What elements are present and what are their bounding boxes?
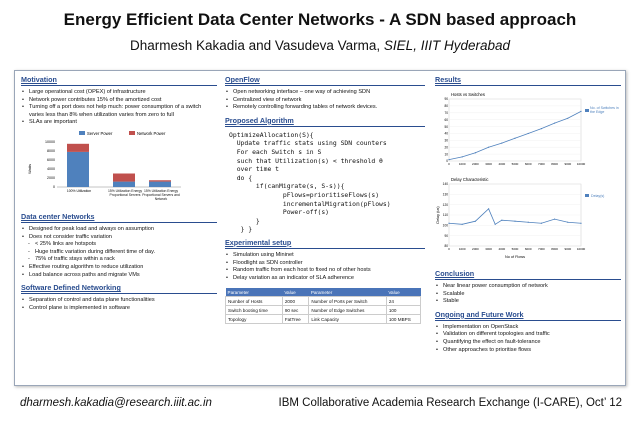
data-point [448,223,449,224]
bar-network [149,180,171,181]
x-tick: 4000 [498,162,506,166]
footer-email: dharmesh.kakadia@research.iiit.ac.in [20,397,212,409]
data-point [567,222,568,223]
list-item: • Validation on different topologies and traffic [435,331,621,339]
table-cell: 2000 [282,297,309,306]
table-cell: Number of Ports per Switch [309,297,387,306]
bar-server [67,152,89,187]
data-point [475,221,476,222]
list-item: • Stable [435,298,621,306]
table-cell: Link Capacity [309,315,387,324]
data-point [514,138,515,139]
x-tick: 9000 [564,247,572,251]
table-cell: 90 sec [282,306,309,315]
poster-authors [0,38,640,53]
table-row [226,297,421,306]
data-point [528,133,529,134]
table-cell: 100 [386,306,420,315]
data-point [501,142,502,143]
data-point [462,156,463,157]
y-tick: 2000 [47,175,55,180]
list-item: • Effective routing algorithm to reduce utilization [21,264,217,272]
bar-network [67,144,89,152]
x-tick: 8000 [551,247,558,251]
list-item: • Delay variation as an indicator of SLA adherence [225,275,425,283]
list-item: • Other approaches to prioritise flows [435,347,621,355]
data-point [528,222,529,223]
legend-swatch [585,194,589,197]
table-header: Parameter [226,288,283,297]
x-tick: 3000 [485,162,492,166]
list-item: • Turning off a port does not help much: power consumption of a switch varies less than 8% when utilization varies from zero to full [21,104,217,119]
experimental-list [225,252,425,282]
y-tick: 130 [442,192,448,197]
data-point [448,159,449,160]
list-item: • Centralized view of network [225,97,425,105]
list-subitem: - Huge traffic variation during different time of day. [21,249,217,257]
bar-server [113,182,135,187]
delay-characteristic-chart [435,174,621,262]
openflow-list [225,89,425,112]
y-tick: 90 [444,233,448,238]
data-point [462,224,463,225]
list-item: • Network power contributes 15% of the amortized cost [21,97,217,105]
y-tick: 10 [444,152,448,157]
dcn-list [21,226,217,279]
data-point [554,123,555,124]
table-row [226,315,421,324]
x-tick: 2000 [472,162,479,166]
series-line [449,111,581,159]
y-tick: 10000 [45,139,55,144]
chart-title: Delay Characteristic [451,177,489,182]
y-tick: 8000 [47,148,55,153]
x-tick: 6000 [524,247,532,251]
y-tick: 70 [444,110,448,115]
x-tick: 7000 [538,247,545,251]
x-category-label-2: 15% Utilization Energy Proportional Servers [107,188,143,197]
chart-legend: Delay(s) [591,194,605,198]
algorithm-code: OptimizeAllocation(S){ Update traffic stats using SDN counters For each Switch s in S such that Utilization(s) < threshold θ over time t do { if(canMigrate(s, S-s)){ pFlows=prioritiseFlows(s) incrementalMigration(pFlows) Power-off(s) } } } [229,130,391,234]
data-point [580,111,581,112]
y-tick: 40 [444,131,448,136]
x-tick: 6000 [524,162,532,166]
author-affiliation: SIEL, IIIT Hyderabad [383,38,510,53]
list-item: • Simulation using Mininet [225,252,425,260]
list-item: • Scalable [435,291,621,299]
y-tick: 0 [446,159,448,164]
x-tick: 5000 [511,162,519,166]
list-item: • Implementation on OpenStack [435,324,621,332]
power-bar-chart [21,129,217,205]
y-tick: 0 [53,184,55,189]
y-tick: 20 [444,145,448,150]
x-tick: 10000 [576,247,586,251]
data-point [567,118,568,119]
x-tick: 2000 [472,247,479,251]
y-tick: 100 [442,223,448,228]
list-item: • Control plane is implemented in software [21,305,217,313]
table-cell: Switch booting time [226,306,283,315]
dcn-heading: Data center Networks [21,212,217,223]
x-tick: 10000 [576,162,586,166]
table-cell: Number of Edge Switches [309,306,387,315]
x-category-label: 100% Utilization [66,188,92,193]
list-subitem: - 75% of traffic stays within a rack [21,256,217,264]
poster-title: Energy Efficient Data Center Networks - A SDN based approach [63,10,577,29]
future-list [435,324,621,354]
y-tick: 120 [442,202,448,207]
x-tick: 3000 [485,247,492,251]
data-point [488,208,489,209]
x-tick: 7000 [538,162,545,166]
author-names: Dharmesh Kakadia and Vasudeva Varma, [130,38,381,53]
list-item: • Separation of control and data plane functionalities [21,297,217,305]
x-tick: 5000 [511,247,519,251]
legend-swatch [585,109,589,112]
sdn-heading: Software Defined Networking [21,283,217,294]
y-tick: 4000 [47,166,55,171]
data-point [495,224,496,225]
y-tick: 50 [444,124,448,129]
data-point [580,223,581,224]
table-cell: 24 [386,297,420,306]
y-tick: 140 [442,182,448,187]
data-point [475,152,476,153]
list-subitem: - < 25% links are hotspots [21,241,217,249]
plot-frame [449,99,581,161]
data-point [541,223,542,224]
openflow-heading: OpenFlow [225,75,425,86]
future-heading: Ongoing and Future Work [435,310,621,321]
data-point [541,128,542,129]
list-item: • Random traffic from each host to fixed no of other hosts [225,267,425,275]
table-header: Value [282,288,309,297]
motivation-heading: Motivation [21,75,217,86]
y-tick: 110 [442,213,448,218]
y-tick: 6000 [47,157,55,162]
list-item: • Near linear power consumption of network [435,283,621,291]
list-item: • Remotely controlling forwarding tables of network devices. [225,104,425,112]
list-item: • Large operational cost (OPEX) of infrastructure [21,89,217,97]
y-tick: 90 [444,97,448,102]
experimental-heading: Experimental setup [225,238,425,249]
footer-venue: IBM Collaborative Academia Research Exchange (I-CARE), Oct’ 12 [278,397,622,409]
chart-legend: No. of Switches in the Edge [590,106,619,114]
list-item: • Quantifying the effect on fault-tolerance [435,339,621,347]
chart-title: Hosts vs Switches [451,92,485,97]
x-tick: 4000 [498,247,506,251]
data-point [488,147,489,148]
table-header: Value [386,288,420,297]
motivation-list [21,89,217,127]
y-tick: 60 [444,117,448,122]
y-axis-label: Delay (us) [436,206,440,224]
parameter-table [225,288,421,324]
x-category-label-3: 15% Utilization Energy Proportional Servers and Network [142,188,180,201]
data-point [554,219,555,220]
x-tick: 1000 [458,162,466,166]
sdn-list [21,297,217,312]
x-tick: 0 [448,162,450,166]
column-middle [225,75,425,324]
table-cell: 100 MBPS [386,315,420,324]
poster-body [14,70,626,386]
legend-server: Server Power [87,130,113,136]
column-left [21,75,217,312]
table-header: Parameter [309,288,387,297]
list-item: • Floodlight as SDN controller [225,260,425,268]
legend-network: Network Power [137,130,166,136]
bar-server [149,182,171,187]
x-tick: 0 [448,247,450,251]
table-cell: Topology [226,315,283,324]
y-tick: 80 [444,104,448,109]
algorithm-heading: Proposed Algorithm [225,116,425,127]
x-axis-label: No of Flows [504,255,526,259]
table-row [226,306,421,315]
list-item: • Does not consider traffic variation [21,234,217,242]
results-heading: Results [435,75,621,86]
legend-swatch-server [79,131,85,135]
table-cell: FatTree [282,315,309,324]
x-tick: 9000 [564,162,572,166]
data-point [514,221,515,222]
list-item: • SLAs are important [21,119,217,127]
series-line [449,209,581,225]
hosts-vs-switches-chart [435,89,621,169]
list-item: • Designed for peak load and always on assumption [21,226,217,234]
conclusion-heading: Conclusion [435,269,621,280]
data-point [501,220,502,221]
x-tick: 8000 [551,162,558,166]
x-tick: 1000 [458,247,466,251]
table-header-row [226,288,421,297]
bar-network [113,173,135,181]
y-tick: 80 [444,244,448,249]
list-item: • Open networking interface – one way of achieving SDN [225,89,425,97]
legend-swatch-network [129,131,135,135]
y-axis-label: Watts [27,163,32,175]
y-tick: 30 [444,138,448,143]
table-cell: Number of Hosts [226,297,283,306]
list-item: • Load balance across paths and migrate VMs [21,272,217,280]
column-right [435,75,621,354]
conclusion-list [435,283,621,306]
